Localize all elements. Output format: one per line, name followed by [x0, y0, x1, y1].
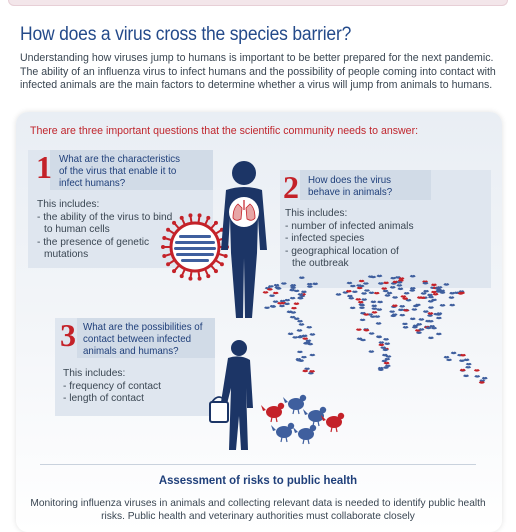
bird-icon [428, 306, 434, 309]
bird-icon [463, 375, 469, 378]
chicken-icon [321, 413, 344, 432]
bird-icon [352, 290, 358, 293]
bird-icon [361, 292, 367, 295]
bird-icon [292, 336, 298, 339]
question-details: This includes: - number of infected animals - infected species - geographical location of the outbreak [285, 208, 414, 269]
bird-icon [383, 290, 389, 293]
bird-icon [449, 304, 455, 307]
bird-icon [385, 365, 391, 368]
intro-paragraph: Understanding how viruses jump to humans is important to be better prepared for the next pandemic. The ability of an influenza virus to infect humans and the possibility of people coming into contact with infected animals are the main factors to determine whether a virus will jump from animals to humans. [20, 52, 496, 91]
question-title: How does the virus behave in animals? [308, 175, 393, 198]
bird-icon [304, 367, 310, 370]
divider [40, 464, 476, 465]
bird-icon [376, 322, 382, 325]
bird-icon [465, 366, 471, 369]
bird-icon [411, 308, 417, 311]
bird-icon [403, 326, 409, 329]
question-title: What are the characteristics of the virus that enable it to infect humans? [59, 154, 181, 189]
question-details: This includes: - the ability of the virus to bind to human cells - the presence of genetic mutations [37, 199, 173, 260]
bird-icon [360, 319, 366, 322]
lungs-icon [229, 197, 259, 227]
bird-icon [369, 332, 375, 335]
bird-icon [312, 283, 318, 286]
bird-icon [428, 337, 434, 340]
bird-icon [291, 307, 297, 310]
farmer-with-bucket-icon [206, 338, 266, 458]
bird-icon [448, 296, 454, 299]
bird-icon [433, 293, 439, 296]
chicken-icon [293, 425, 316, 444]
bird-icon [451, 352, 457, 355]
bird-icon [428, 296, 434, 299]
bird-icon [371, 311, 377, 314]
bird-icon [355, 298, 361, 301]
bird-icon [386, 292, 392, 295]
risk-title: Assessment of risks to public health [158, 473, 358, 487]
bird-icon [336, 293, 342, 296]
bird-icon [274, 284, 280, 287]
question-card-3 [55, 318, 215, 416]
world-map-icon [262, 272, 494, 392]
bird-icon [410, 318, 416, 321]
bird-icon [279, 305, 285, 308]
bird-icon [368, 291, 374, 294]
bird-icon [423, 290, 429, 293]
bird-icon [392, 296, 398, 299]
chicken-icon [303, 407, 326, 426]
bird-icon [396, 284, 402, 287]
bird-icon [307, 285, 313, 288]
bird-icon [431, 284, 437, 287]
bird-icon [346, 282, 352, 285]
bird-icon [383, 338, 389, 341]
bird-icon [404, 292, 410, 295]
bird-icon [378, 344, 384, 347]
bird-icon [288, 333, 294, 336]
bird-icon [290, 297, 296, 300]
bird-icon [297, 351, 303, 354]
question-number: 2 [283, 169, 299, 205]
question-number: 3 [60, 317, 76, 353]
bird-icon [400, 295, 406, 298]
bird-icon [474, 375, 480, 378]
bird-icon [436, 317, 442, 320]
previous-section-edge [8, 0, 508, 6]
bird-icon [281, 282, 287, 285]
bird-icon [399, 314, 405, 317]
bird-icon [356, 328, 362, 331]
bird-icon [397, 288, 403, 291]
bird-icon [263, 291, 269, 294]
bird-icon [350, 285, 356, 288]
bird-icon [399, 305, 405, 308]
bird-icon [348, 297, 354, 300]
risk-text: Monitoring influenza viruses in animals and collecting relevant data is needed to identify public health risks. Public health and veterinary authorities must collaborate closely [30, 498, 486, 522]
bird-icon [370, 301, 376, 304]
bird-icon [359, 280, 365, 283]
bird-icon [474, 369, 480, 372]
bird-icon [363, 282, 369, 285]
bird-icon [446, 359, 452, 362]
bird-icon [378, 341, 384, 344]
bird-icon [359, 306, 365, 309]
bird-icon [374, 292, 380, 295]
bird-icon [443, 283, 449, 286]
bird-icon [301, 356, 307, 359]
bird-icon [273, 300, 279, 303]
chicken-icon [271, 423, 294, 442]
bird-icon [293, 302, 299, 305]
bird-icon [383, 282, 389, 285]
question-details: This includes: - frequency of contact - length of contact [63, 368, 161, 404]
bird-icon [440, 304, 446, 307]
bird-icon [418, 318, 424, 321]
question-title: What are the possibilities of contact between infected animals and humans? [83, 322, 203, 357]
bird-icon [402, 323, 408, 326]
bird-icon [269, 294, 275, 297]
bird-icon [301, 291, 307, 294]
bird-icon [297, 320, 303, 323]
bird-icon [398, 309, 404, 312]
section-title: How does a virus cross the species barrier? [20, 24, 352, 45]
bird-icon [421, 292, 427, 295]
bird-icon [350, 307, 356, 310]
chicken-icon [283, 395, 306, 414]
bird-icon [309, 354, 315, 357]
bird-icon [377, 301, 383, 304]
bird-icon [427, 312, 433, 315]
bird-icon [296, 329, 302, 332]
chicken-icon [262, 392, 362, 452]
bird-icon [306, 326, 312, 329]
bird-icon [436, 333, 442, 336]
bird-icon [384, 342, 390, 345]
bird-icon [376, 275, 382, 278]
chicken-icon [261, 403, 284, 422]
bird-icon [410, 287, 416, 290]
bird-icon [416, 331, 422, 334]
bird-icon [264, 306, 270, 309]
bird-icon [381, 287, 387, 290]
bird-icon [364, 289, 370, 292]
panel-header: There are three important questions that the scientific community needs to answer: [30, 125, 419, 137]
bird-icon [390, 286, 396, 289]
bird-icon [378, 282, 384, 285]
bird-icon [410, 275, 416, 278]
bird-icon [423, 310, 429, 313]
bird-icon [309, 333, 315, 336]
bird-icon [347, 295, 353, 298]
bird-icon [299, 323, 305, 326]
bird-icon [389, 310, 395, 313]
bird-icon [307, 283, 313, 286]
bird-icon [466, 363, 472, 366]
bird-icon [273, 292, 279, 295]
bird-icon [299, 276, 305, 279]
bird-icon [444, 356, 450, 359]
bird-icon [384, 294, 390, 297]
question-number: 1 [36, 149, 52, 185]
question-card-2 [280, 170, 491, 288]
bird-icon [358, 301, 364, 304]
bird-icon [482, 377, 488, 380]
bird-icon [361, 298, 367, 301]
bird-icon [371, 305, 377, 308]
bird-icon [368, 350, 374, 353]
